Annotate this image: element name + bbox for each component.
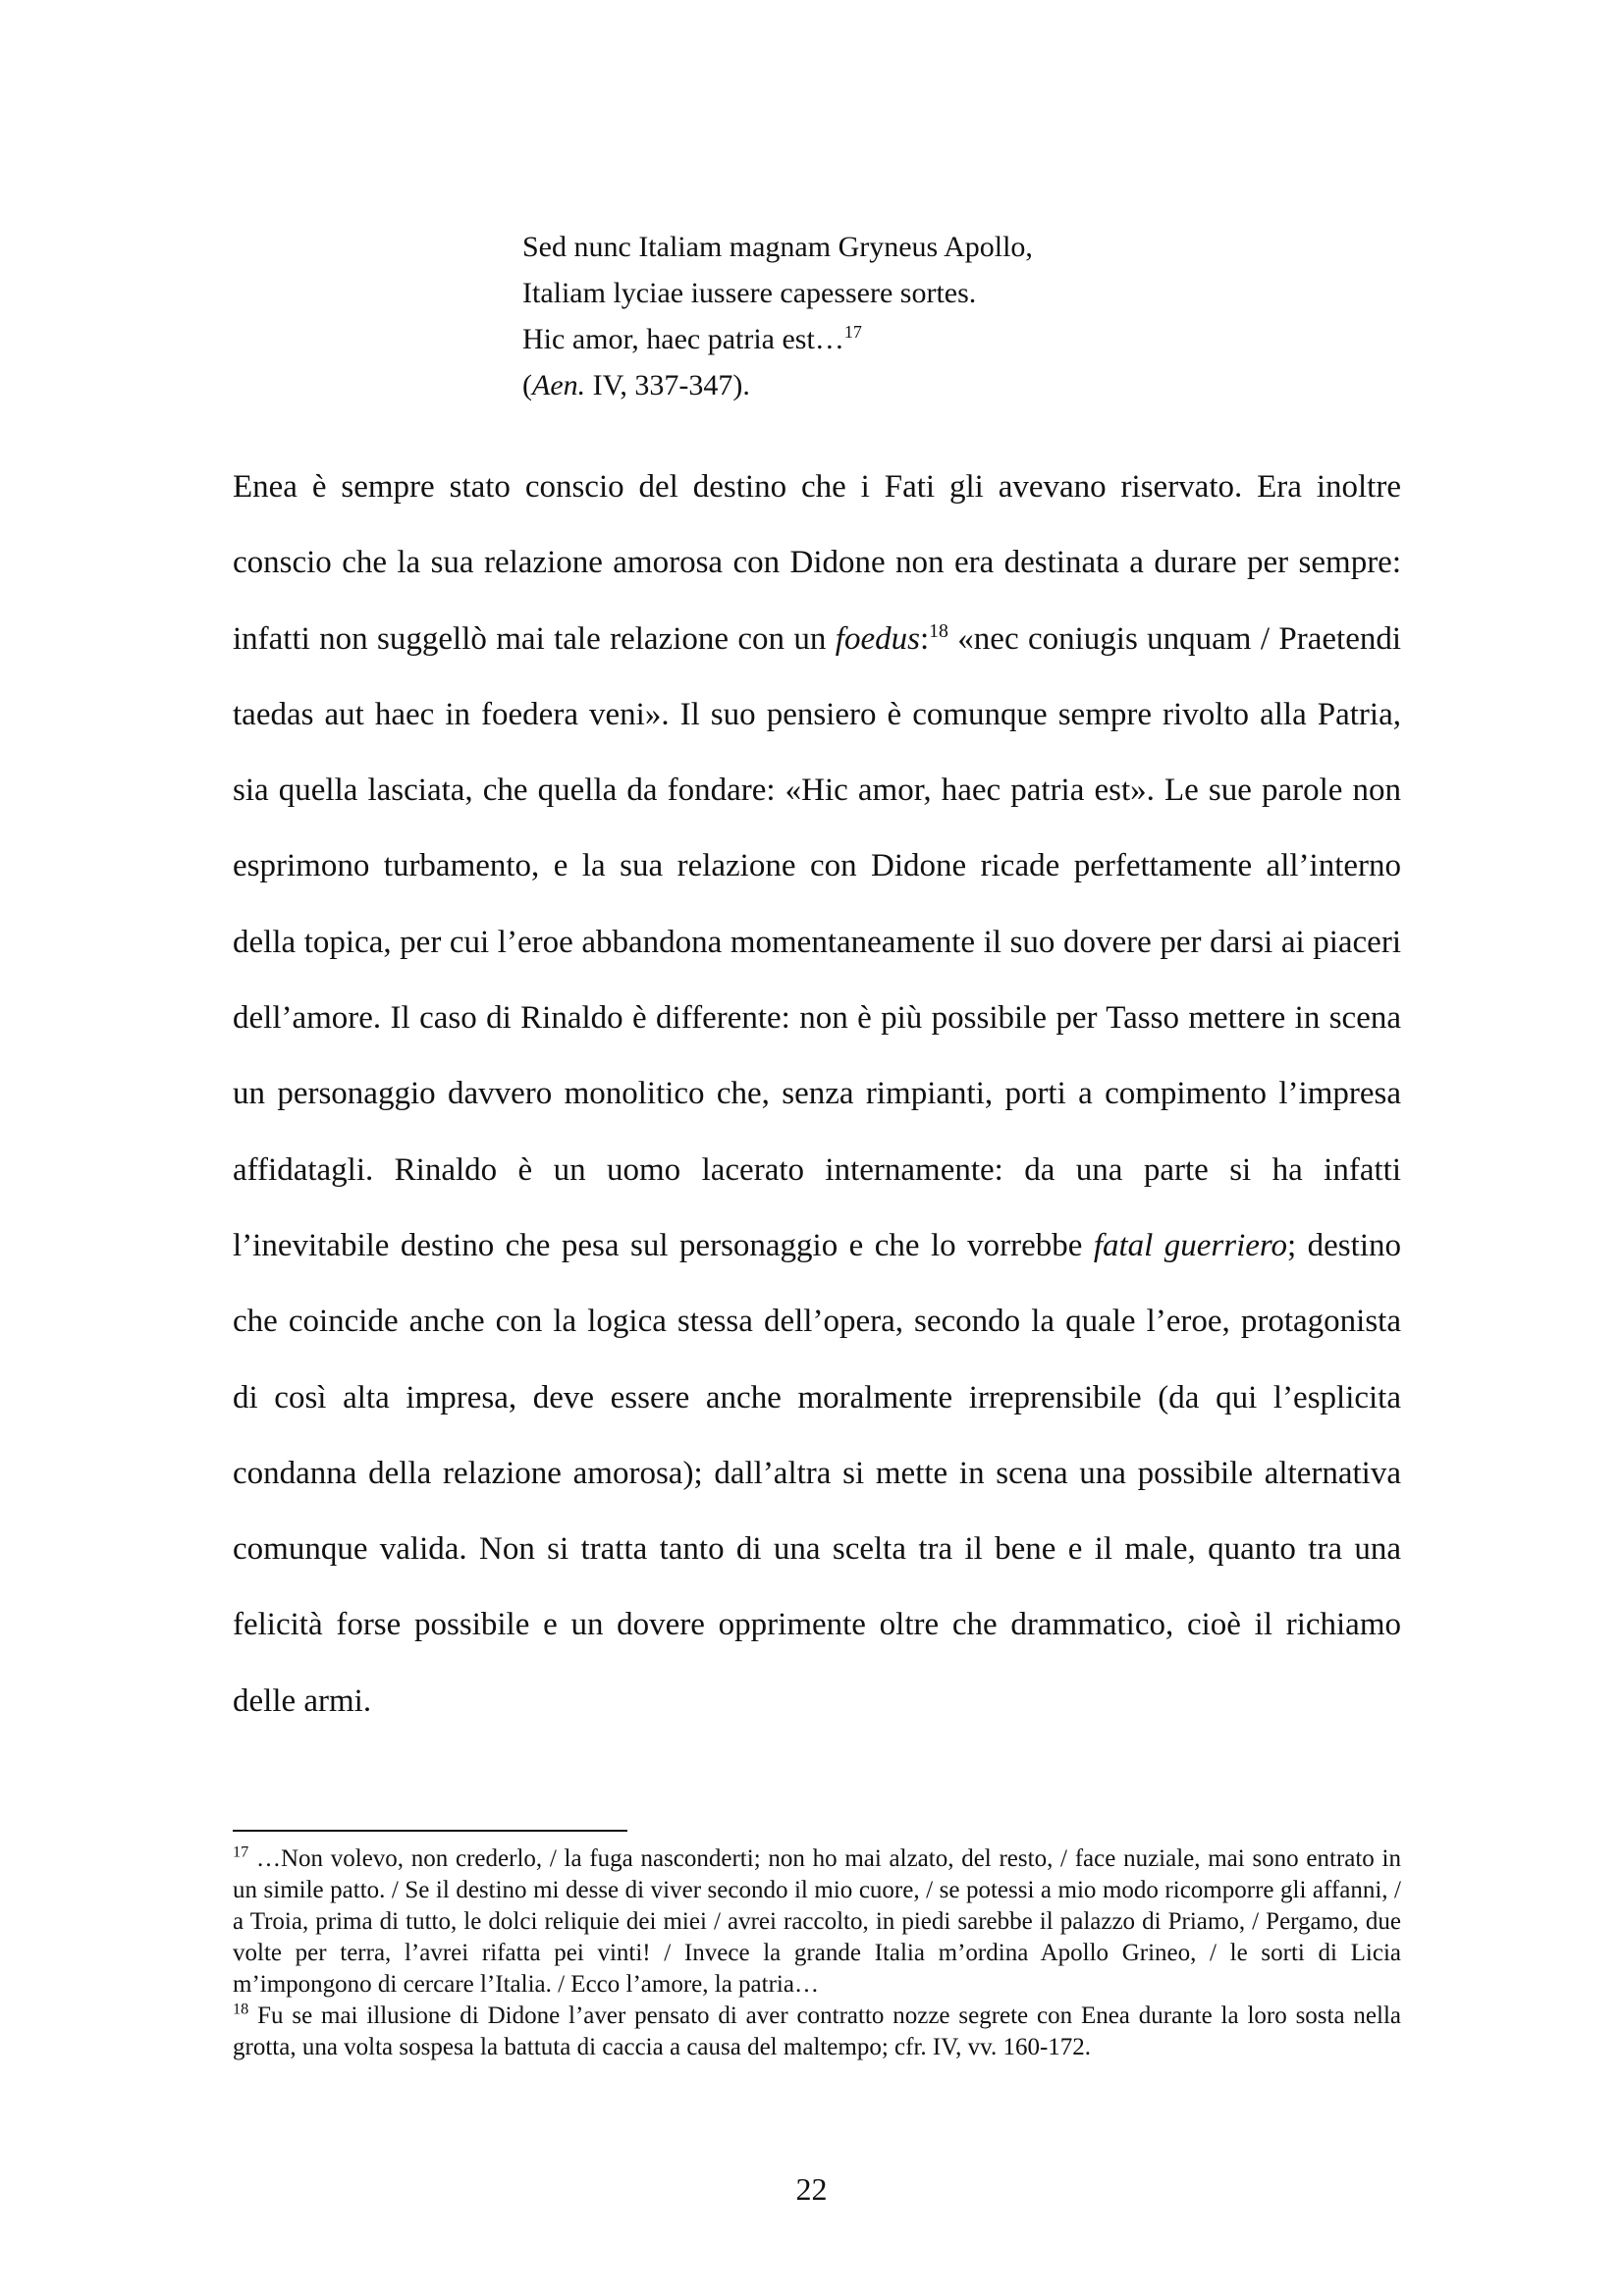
footnote-17 <box>233 1843 1401 2001</box>
footnote-number: 17 <box>233 1842 249 1861</box>
verse-citation <box>522 362 1406 408</box>
page-number: 22 <box>795 2171 828 2207</box>
footnote-number: 18 <box>233 2000 249 2018</box>
body-text-part: : <box>919 620 930 657</box>
footnotes <box>233 1843 1401 2063</box>
verse-line: Italiam lyciae iussere capessere sortes. <box>522 277 977 309</box>
citation-reference: IV, 337-347). <box>585 369 750 401</box>
footnote-separator <box>233 1830 627 1832</box>
footnote-text: …Non volevo, non crederlo, / la fuga nasconderti; non ho mai alzato, del resto, / face nuziale, mai sono entrato in un simile patto. / Se il destino mi desse di viver secondo il mio cuore, / se potessi a mio modo ricomporre gli affanni, / a Troia, prima di tutto, le dolci reliquie dei miei / avrei raccolto, in piedi sarebbe il palazzo di Priamo, / Pergamo, due volte per terra, l’avrei rifatta pei vinti! / Invece la grande Italia m’ordina Apollo Grineo, / le sorti di Licia m’impongono di cercare l’Italia. / Ecco l’amore, la patria… <box>233 1845 1401 1998</box>
footnote-18 <box>233 2001 1401 2063</box>
footnote-reference-17: 17 <box>843 322 862 342</box>
body-text-part: Enea è sempre stato conscio del destino che i Fati gli avevano riservato. Era inoltre conscio che la sua relazione amorosa con Didone non era destinata a durare per sempre: infatti non suggellò mai tale relazione con un <box>233 469 1401 657</box>
verse-line-text: Hic amor, haec patria est… <box>522 323 844 355</box>
footnote-text: Fu se mai illusione di Didone l’aver pensato di aver contratto nozze segrete con Enea durante la loro sosta nella grotta, una volta sospesa la battuta di caccia a causa del maltempo; cfr. IV, vv. 160-172. <box>233 2002 1401 2060</box>
italic-term: fatal guerriero <box>1093 1227 1288 1263</box>
citation-paren: ( <box>522 369 532 401</box>
italic-term: foedus <box>835 620 920 657</box>
citation-work-title: Aen. <box>532 369 586 401</box>
verse-line: Sed nunc Italiam magnam Gryneus Apollo, <box>522 231 1033 263</box>
verse-quotation <box>522 224 1406 408</box>
body-text-part: «nec coniugis unquam / Praetendi taedas aut haec in foedera veni». Il suo pensiero è comunque sempre rivolto alla Patria, sia quella lasciata, che quella da fondare: «Hic amor, haec patria est». Le sue parole non esprimono turbamento, e la sua relazione con Didone ricade perfettamente all’interno della topica, per cui l’eroe abbandona momentaneamente il suo dovere per darsi ai piaceri dell’amore. Il caso di Rinaldo è differente: non è più possibile per Tasso mettere in scena un personaggio davvero monolitico che, senza rimpianti, porti a compimento l’impresa affidatagli. Rinaldo è un uomo lacerato internamente: da una parte si ha infatti l’inevitabile destino che pesa sul personaggio e che lo vorrebbe <box>233 620 1402 1263</box>
body-paragraph <box>233 450 1401 1739</box>
body-text <box>233 450 1401 1739</box>
body-text-part: ; destino che coincide anche con la logica stessa dell’opera, secondo la quale l’eroe, protagonista di così alta impresa, deve essere anche moralmente irreprensibile (da qui l’esplicita condanna della relazione amorosa); dall’altra si mette in scena una possibile alternativa comunque valida. Non si tratta tanto di una scelta tra il bene e il male, quanto tra una felicità forse possibile e un dovere opprimente oltre che drammatico, cioè il richiamo delle armi. <box>233 1227 1401 1719</box>
verse-line <box>522 316 1406 362</box>
footnote-reference-18: 18 <box>929 619 948 642</box>
